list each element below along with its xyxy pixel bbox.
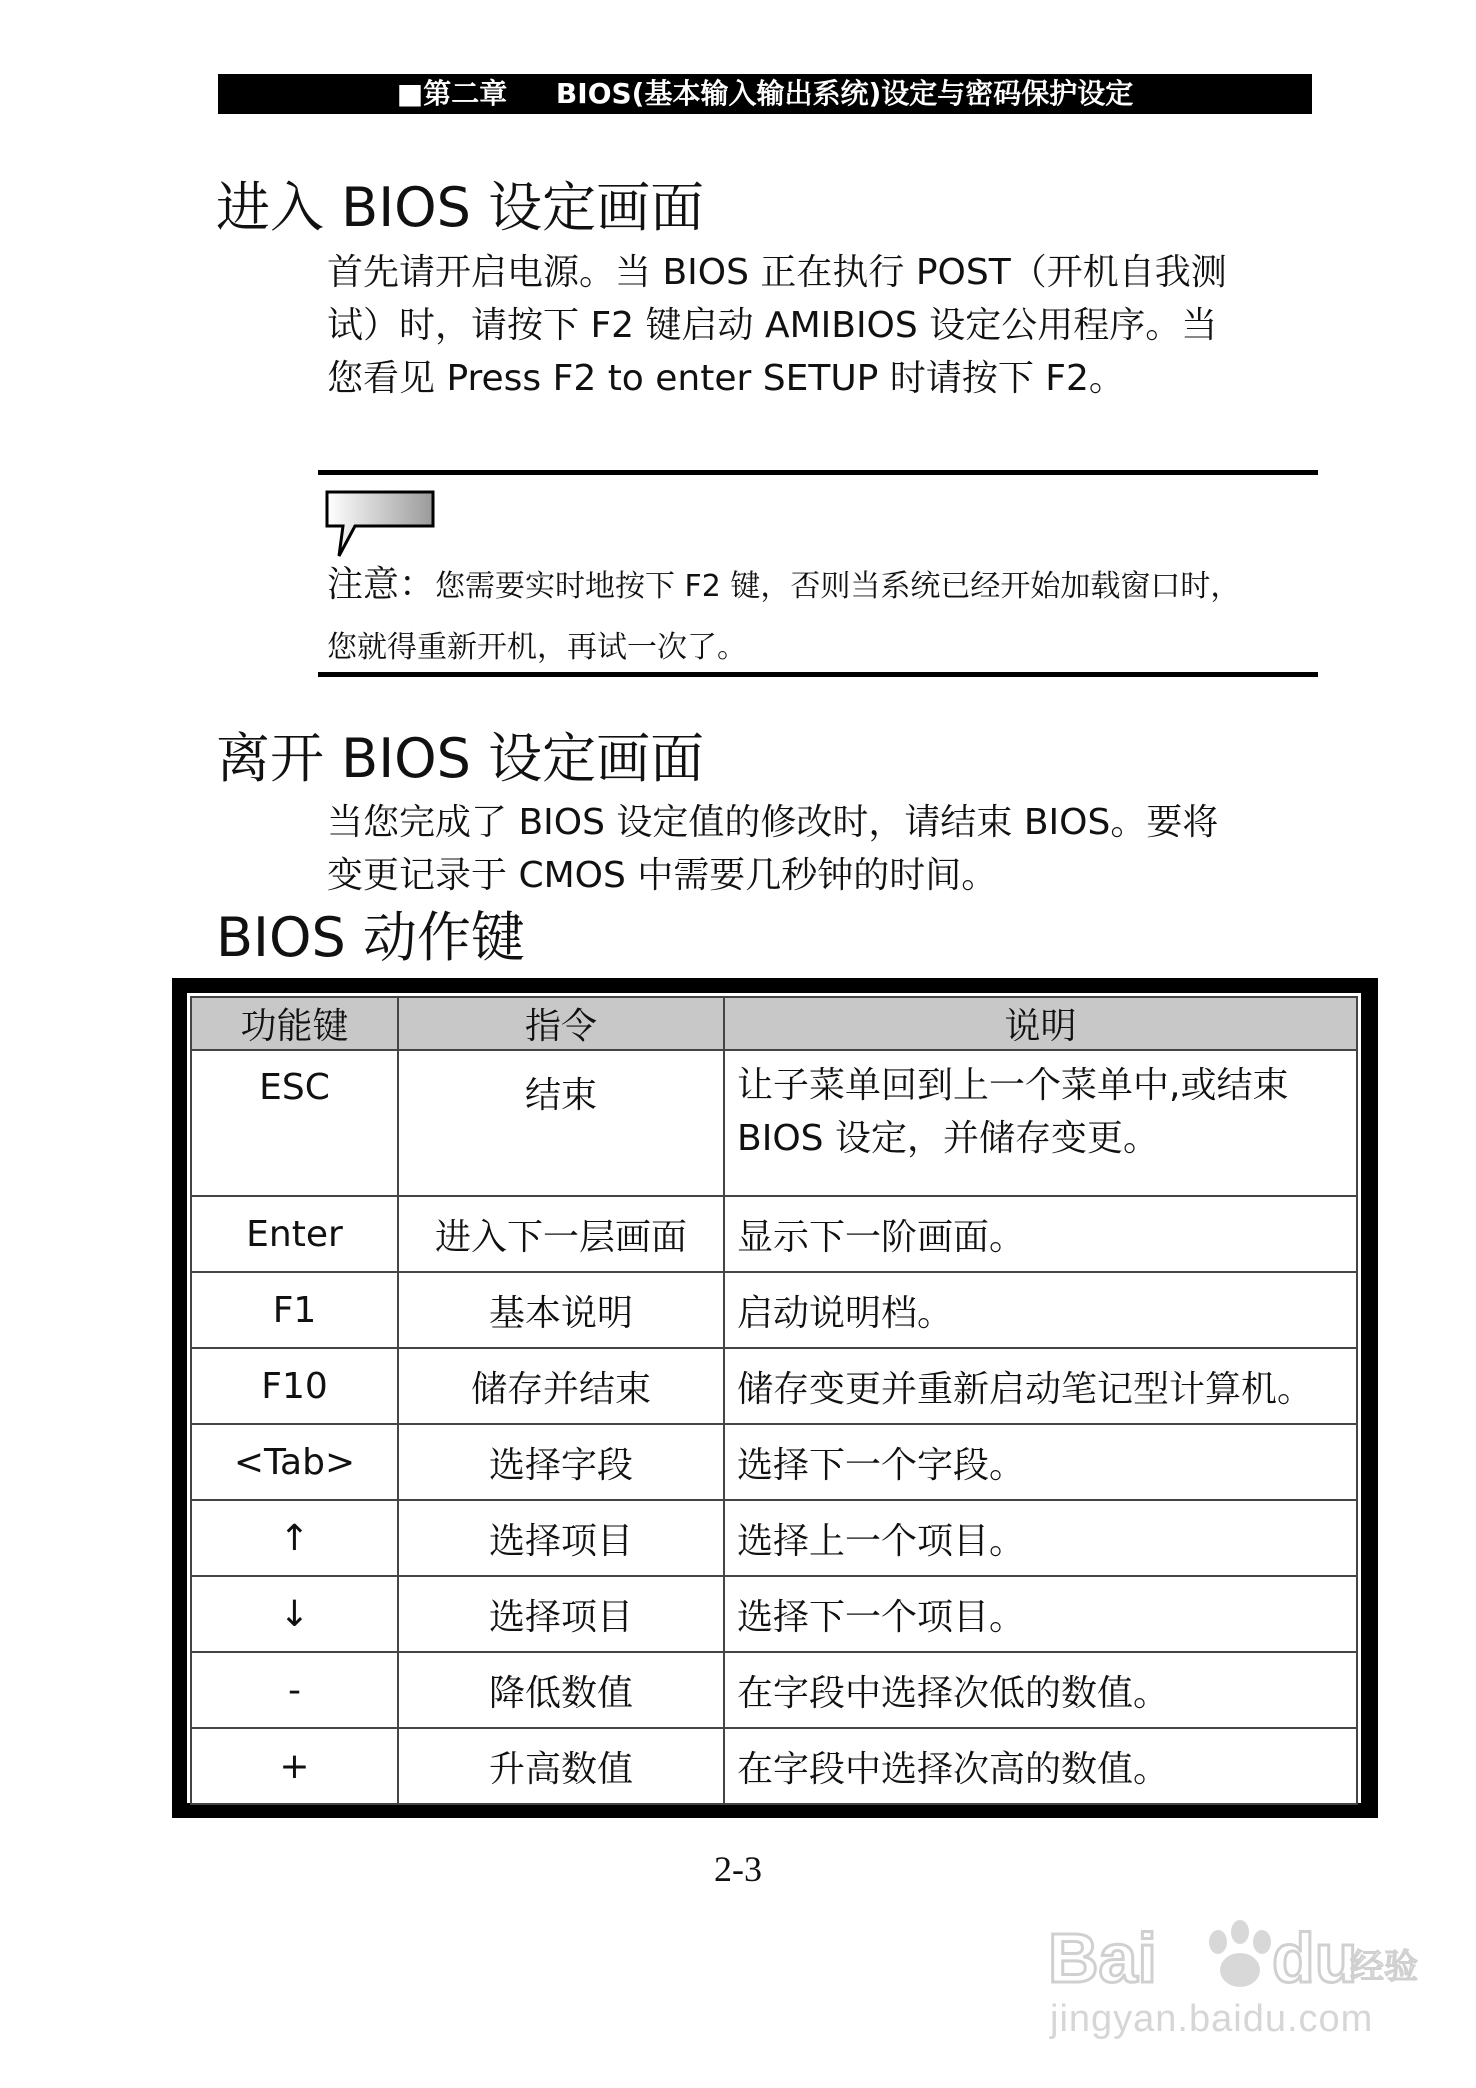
table-row	[191, 1272, 1357, 1348]
header-command: 指令	[398, 997, 724, 1050]
note-bottom-rule	[318, 672, 1318, 677]
command-cell: 进入下一层画面	[398, 1196, 724, 1272]
watermark-url: jingyan.baidu.com	[1050, 1998, 1374, 2040]
chapter-header: ■第二章 BIOS(基本输入输出系统)设定与密码保护设定	[218, 74, 1312, 114]
description-cell: 储存变更并重新启动笔记型计算机。	[724, 1348, 1357, 1424]
table-row	[191, 1500, 1357, 1576]
page-number: 2-3	[714, 1849, 762, 1889]
key-cell: Enter	[191, 1196, 398, 1272]
action-keys-table	[190, 996, 1358, 1805]
command-cell: 储存并结束	[398, 1348, 724, 1424]
note-text: 您需要实时地按下 F2 键，否则当系统已经开始加载窗口时，	[435, 569, 1241, 604]
description-cell: 选择下一个字段。	[724, 1424, 1357, 1500]
paragraph-line: 您看见 Press F2 to enter SETUP 时请按下 F2。	[327, 358, 1125, 399]
svg-text:du: du	[1272, 1919, 1358, 1997]
key-cell: ↓	[191, 1576, 398, 1652]
action-keys-table-frame	[172, 978, 1378, 1818]
command-cell: 选择字段	[398, 1424, 724, 1500]
note-top-rule	[318, 470, 1318, 475]
svg-text:Bai: Bai	[1048, 1919, 1157, 1997]
command-cell: 结束	[398, 1050, 724, 1196]
key-cell: <Tab>	[191, 1424, 398, 1500]
command-cell: 基本说明	[398, 1272, 724, 1348]
key-cell: F1	[191, 1272, 398, 1348]
description-line: BIOS 设定，并储存变更。	[737, 1118, 1159, 1159]
svg-text:经验: 经验	[1350, 1947, 1418, 1987]
key-cell: +	[191, 1728, 398, 1804]
key-cell: F10	[191, 1348, 398, 1424]
description-cell: 在字段中选择次高的数值。	[724, 1728, 1357, 1804]
description-cell: 选择下一个项目。	[724, 1576, 1357, 1652]
description-cell: 显示下一阶画面。	[724, 1196, 1357, 1272]
section-title-enter-bios: 进入 BIOS 设定画面	[216, 176, 705, 239]
note-text-line-2: 您就得重新开机，再试一次了。	[327, 630, 747, 665]
key-cell: ESC	[191, 1050, 398, 1196]
table-row	[191, 1196, 1357, 1272]
command-cell: 升高数值	[398, 1728, 724, 1804]
note-label: 注意：	[327, 564, 436, 605]
key-cell: -	[191, 1652, 398, 1728]
command-cell: 降低数值	[398, 1652, 724, 1728]
note-speech-bubble-icon	[325, 490, 435, 560]
paragraph-line: 当您完成了 BIOS 设定值的修改时，请结束 BIOS。要将	[327, 802, 1219, 843]
description-cell: 选择上一个项目。	[724, 1500, 1357, 1576]
table-header-row	[191, 997, 1357, 1050]
paragraph-line: 首先请开启电源。当 BIOS 正在执行 POST（开机自我测	[327, 252, 1227, 293]
paragraph-line: 试）时，请按下 F2 键启动 AMIBIOS 设定公用程序。当	[327, 305, 1218, 346]
command-cell: 选择项目	[398, 1576, 724, 1652]
table-row	[191, 1424, 1357, 1500]
description-cell: 在字段中选择次低的数值。	[724, 1652, 1357, 1728]
paragraph-line: 变更记录于 CMOS 中需要几秒钟的时间。	[327, 855, 998, 896]
table-row	[191, 1348, 1357, 1424]
note-text-line-1	[327, 556, 1240, 607]
action-keys-table-inner	[184, 990, 1364, 1806]
description-cell	[724, 1050, 1357, 1196]
description-cell: 启动说明档。	[724, 1272, 1357, 1348]
table-row	[191, 1652, 1357, 1728]
section-title-action-keys: BIOS 动作键	[216, 906, 525, 969]
command-cell: 选择项目	[398, 1500, 724, 1576]
table-row	[191, 1576, 1357, 1652]
section-title-exit-bios: 离开 BIOS 设定画面	[216, 727, 705, 790]
exit-bios-paragraph	[327, 796, 1327, 902]
header-function-key: 功能键	[191, 997, 398, 1050]
table-row	[191, 1050, 1357, 1196]
description-line: 让子菜单回到上一个菜单中,或结束	[737, 1065, 1289, 1106]
table-row	[191, 1728, 1357, 1804]
header-description: 说明	[724, 997, 1357, 1050]
key-cell: ↑	[191, 1500, 398, 1576]
enter-bios-paragraph	[327, 246, 1327, 405]
